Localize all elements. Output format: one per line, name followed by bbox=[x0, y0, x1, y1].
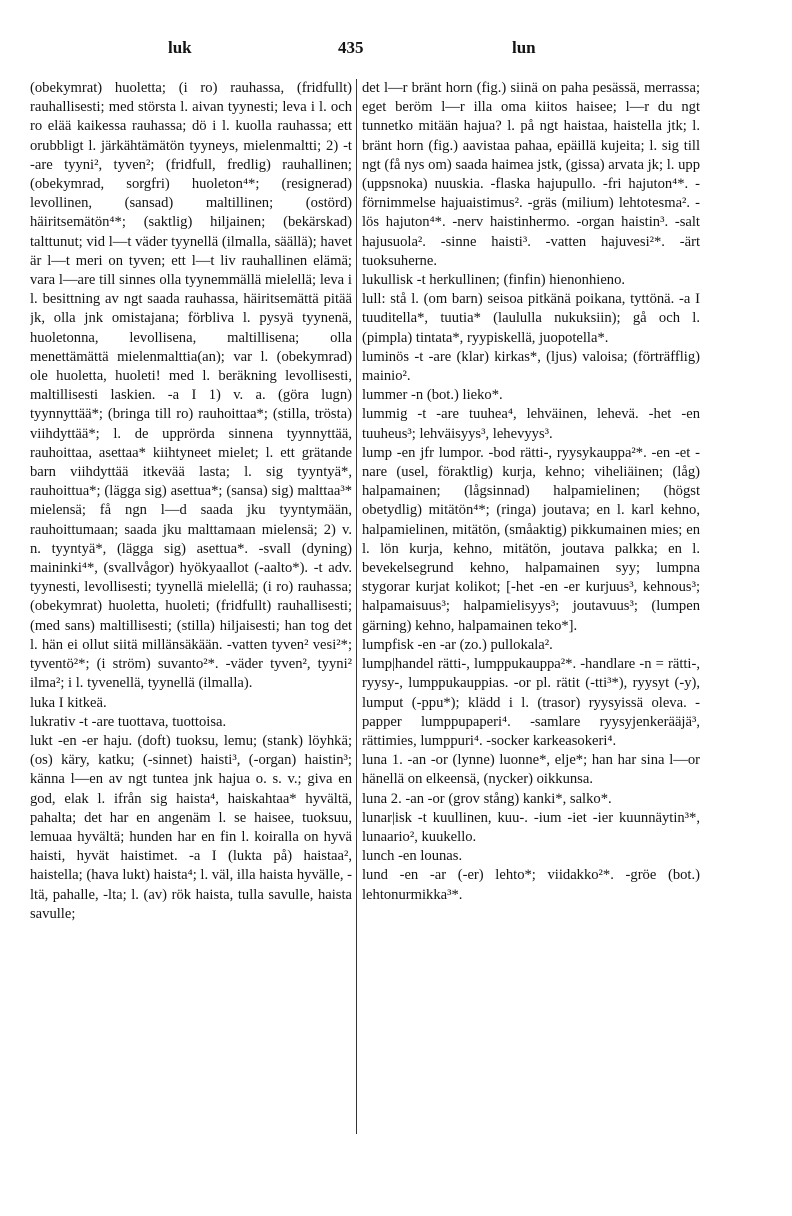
dictionary-entry: (obekymrat) huoletta; (i ro) rauhassa, (fridfullt) rauhallisesti; med största l. aivan tyynesti; leva i l. och ro elää kaikessa rauhassa; dö i l. kuolla rauhassa; ett orubbligt l. järkähtämätön tyyneys, mielenmaltti; 2) -t -are tyyni², tyven²; (fridfull, fredlig) rauhallinen; (obekymrad, sorgfri) huoleton⁴*; (resignerad) levollinen, (sansad) maltillinen; (ostörd) häiritsemätön⁴*; (saktlig) hiljainen; (bekärskad) talttunut; vid l—t väder tyynellä (ilmalla, säällä); havet är l—t meri on tyven; ett l—t liv rauhallinen elämä; vara l—are till sinnes olla tyynemmällä mielellä; leva i l. besittning av ngt saada rauhassa, häiritsemättä pitää jk, olla jnk omistajana; förbliva l. pysyä tyynenä, huoletonna, levollisena, maltillisena; olla menettämättä mielenmalttia(an); var l. (obekymrad) ole huoletta, huoleti! med l. beräkning levollisesti, maltillisesti laskien. -a I 1) v. a. (göra lugn) tyynnyttää*; (bringa till ro) rauhoittaa*; (stilla, trösta) viihdyttää*; l. de upprörda sinnena tyynnyttää, rauhoittaa, asettaa* kiihtyneet mielet; l. ett grätande barn viihdyttää itkevää lasta; l. sig tyyntyä*, rauhoittua*; (lägga sig) asettua*; (sansa) sig) malttaa³* mielensä; få ngn l—d saada jku tyyntymään, rauhoittumaan; saada jku malttamaan mielensä; 2) v. n. tyyntyä*, (lägga sig) asettua*. -svall (dyning) maininki⁴*, (svallvågor) hyökyaallot (-aalto*). -t adv. tyynesti, levollisesti; tyynellä mielellä; (i ro) rauhassa; (obekymrat) huoletta, huoleti; (fridfullt) rauhallisesti; (med sans) maltillisesti; (stilla) hiljaisesti; han tog det l. hän ei ollut siitä millänsäkään. -vatten tyven² vesi²*; tyventö²*; (i ström) suvanto²*. -väder tyven², tyyni² ilma²; i l. tyvenellä, tyynellä (ilmalla). bbox=[30, 80, 352, 692]
dictionary-entry: lunch -en lounas. bbox=[362, 848, 463, 865]
page-number: 435 bbox=[338, 38, 364, 57]
dictionary-entry: lummer -n (bot.) lieko*. bbox=[362, 387, 503, 404]
dictionary-entry: lukt -en -er haju. (doft) tuoksu, lemu; (stank) löyhkä; (os) käry, katku; (-sinnet) haisti³, (-organ) haistin³; känna l—en av ngt tuntea jnk hajua o. s. v.; giva en god, elak l. ifrån sig haista⁴, haiskahtaa* hyvältä, pahalta; det har en angenäm l. se haisee, tuoksuu, lemuaa hyvältä; hunden har en fin l. koiralla on hyvä haisti, hyvät haistimet. -a I (lukta på) haistaa², haistella; (hava lukt) haista⁴; l. väl, illa haista hyvälle, -ltä, pahalle, -lta; l. (av) rök haista, tulla savulle, haista savulle; bbox=[30, 732, 352, 922]
guide-word-right: lun bbox=[512, 38, 536, 57]
dictionary-entry: lumpfisk -en -ar (zo.) pullokala². bbox=[362, 636, 553, 653]
right-column bbox=[362, 79, 700, 1139]
dictionary-entry: lukullisk -t herkullinen; (finfin) hienonhieno. bbox=[362, 272, 626, 289]
dictionary-entry: lull: stå l. (om barn) seisoa pitkänä poikana, tyttönä. -a I tuuditella*, tuutia* (laululla nukuksiin); gå och l. (pimpla) tintata*, ryypiskellä, juopotella*. bbox=[362, 291, 700, 346]
left-column bbox=[30, 79, 352, 1139]
dictionary-entry: luna 2. -an -or (grov stång) kanki*, salko*. bbox=[362, 790, 612, 807]
dictionary-entry: lunar|isk -t kuullinen, kuu-. -ium -iet -ier kuunnäytin³*, lunaario², kuukello. bbox=[362, 809, 700, 845]
column-divider bbox=[356, 79, 357, 1134]
guide-word-left: luk bbox=[168, 38, 192, 57]
page-header bbox=[0, 38, 792, 68]
dictionary-entry: luka I kitkeä. bbox=[30, 694, 107, 711]
dictionary-entry: lukrativ -t -are tuottava, tuottoisa. bbox=[30, 713, 227, 730]
dictionary-entry: lund -en -ar (-er) lehto*; viidakko²*. -gröe (bot.) lehtonurmikka³*. bbox=[362, 867, 700, 903]
dictionary-entry: det l—r bränt horn (fig.) siinä on paha pesässä, merrassa; eget beröm l—r illa oma kiitos haisee; l—r du ngt tunnetko mitään hajua? l. på ngt haistaa, haistella jtk; l. bränt horn (fig.) aavistaa pahaa, epäillä kujeita; l. sig till ngt (få nys om) saada haimea jstk, (gissa) arvata jk; l. upp (uppsnoka) nuuskia. -flaska hajupullo. -fri hajuton⁴*. -förnimmelse hajuaistimus². -gräs (milium) lehtotesma². -lös hajuton⁴*. -nerv haistinhermo. -organ haistin³. -salt hajusuola². -sinne haisti³. -vatten hajuvesi²*. -ärt tuoksuherne. bbox=[362, 80, 700, 269]
dictionary-entry: luminös -t -are (klar) kirkas*, (ljus) valoisa; (förträfflig) mainio². bbox=[362, 348, 700, 385]
dictionary-entry: lummig -t -are tuuhea⁴, lehväinen, lehevä. -het -en tuuheus³; lehväisyys³, lehevyys³. bbox=[362, 406, 700, 442]
dictionary-entry: lump -en jfr lumpor. -bod rätti-, ryysykauppa²*. -en -et -nare (usel, föraktlig) kurja, kehno; viheliäinen; (låg) halpamainen; (lågsinnad) halpamielinen; (högst obetydlig) mitätön⁴*; (ringa) joutava; en l. karl kehno, halpamielinen, mitätön, (småaktig) pikkumainen mies; en l. lön kurja, kehno, mitätön, joutava palkka; en l. bevekelsegrund kehno, halpamainen syy; lumpna stygorar kurjat kolikot; [-het -en -er kurjuus³, kehnous³; halpamaisuus³; halpamielisyys³; joutavuus³; (lumpen gärning) kehno, halpamainen teko*]. bbox=[362, 444, 700, 634]
dictionary-entry: luna 1. -an -or (lynne) luonne*, elje*; han har sina l—or hänellä on elkeensä, (nycker) oikkunsa. bbox=[362, 752, 700, 788]
dictionary-entry: lump|handel rätti-, lumppukauppa²*. -handlare -n = rätti-, ryysy-, lumppukauppias. -or pl. rätit (-tti³*), ryysyt (-y), lumput (-ppu*); klädd i l. (trasor) ryysyissä oleva. -papper lumppupaperi⁴. -samlare ryysyjenkerääjä³, rättimies, lumppuri⁴. -socker karkeasokeri⁴. bbox=[362, 656, 700, 749]
